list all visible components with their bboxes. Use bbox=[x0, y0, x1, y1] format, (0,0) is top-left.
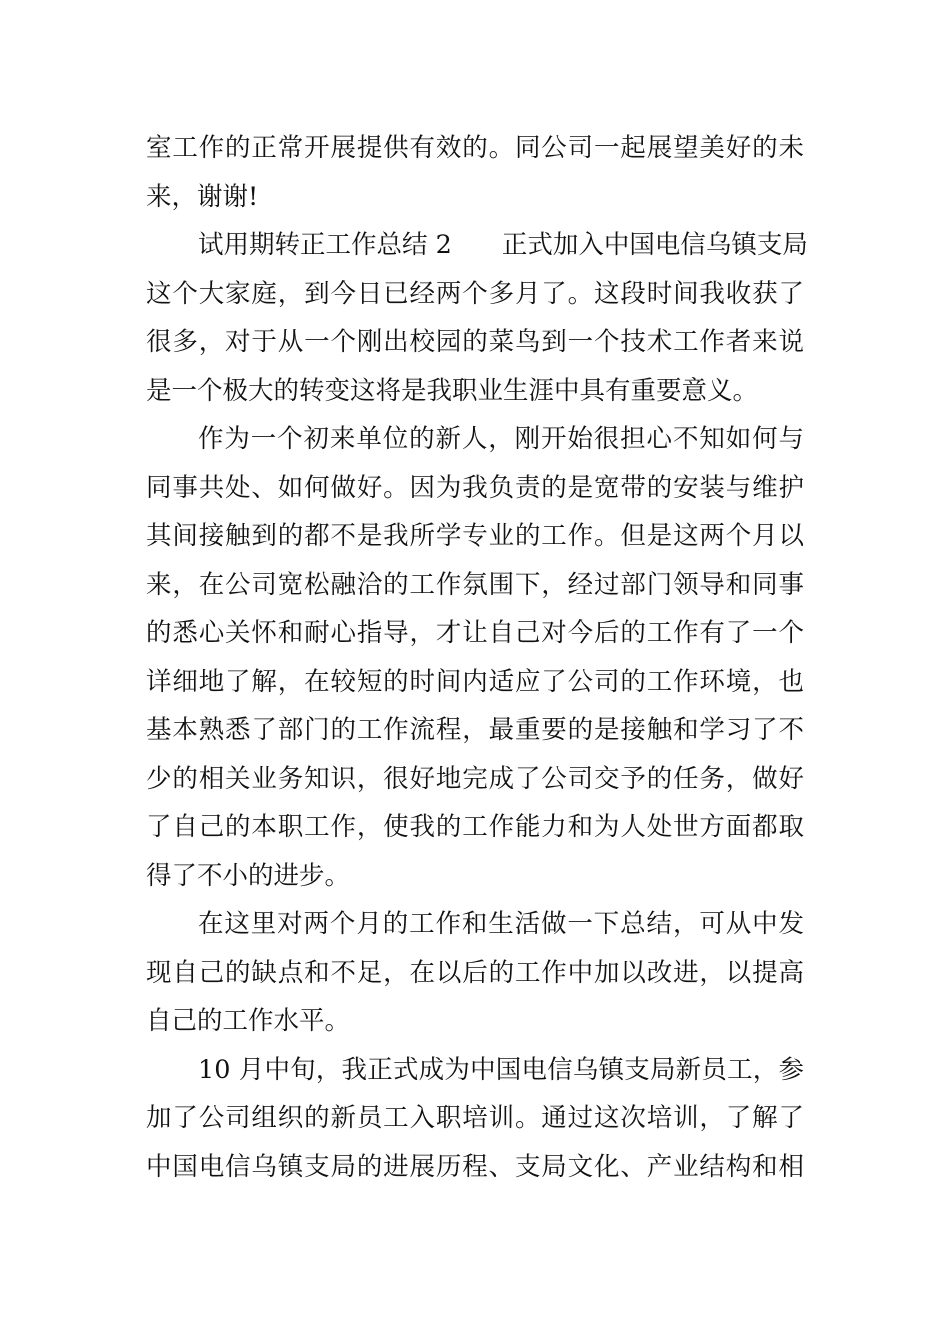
text-line bbox=[146, 221, 808, 270]
text-line: 加了公司组织的新员工入职培训。通过这次培训，了解了 bbox=[146, 1103, 804, 1133]
paragraph-continuation bbox=[146, 124, 804, 221]
text-line: 来，在公司宽松融洽的工作氛围下，经过部门领导和同事 bbox=[146, 569, 804, 600]
paragraph-newcomer bbox=[146, 415, 804, 900]
text-fragment: 正式加入中国电信乌镇支局 bbox=[501, 230, 808, 260]
text-line: 详细地了解，在较短的时间内适应了公司的工作环境，也 bbox=[146, 666, 804, 697]
text-line: 其间接触到的都不是我所学专业的工作。但是这两个月以 bbox=[146, 521, 804, 551]
text-line: 中国电信乌镇支局的进展历程、支局文化、产业结构和相 bbox=[146, 1151, 804, 1182]
text-line: 了自己的本职工作，使我的工作能力和为人处世方面都取 bbox=[146, 812, 804, 842]
text-line: 基本熟悉了部门的工作流程，最重要的是接触和学习了不 bbox=[146, 715, 804, 745]
text-line: 来，谢谢! bbox=[146, 181, 259, 212]
text-line: 室工作的正常开展提供有效的。同公司一起展望美好的未 bbox=[146, 133, 804, 163]
paragraph-review bbox=[146, 900, 804, 1046]
text-line: 自己的工作水平。 bbox=[146, 1006, 351, 1036]
text-line: 作为一个初来单位的新人，刚开始很担心不知如何与 bbox=[198, 424, 804, 454]
text-line: 是一个极大的转变这将是我职业生涯中具有重要意义。 bbox=[146, 375, 759, 406]
text-line: 10 月中旬，我正式成为中国电信乌镇支局新员工，参 bbox=[198, 1054, 804, 1085]
text-line: 的悉心关怀和耐心指导，才让自己对今后的工作有了一个 bbox=[146, 618, 804, 648]
text-line: 很多，对于从一个刚出校园的菜鸟到一个技术工作者来说 bbox=[146, 327, 804, 357]
text-line: 在这里对两个月的工作和生活做一下总结，可从中发 bbox=[198, 909, 804, 939]
text-line: 少的相关业务知识，很好地完成了公司交予的任务，做好 bbox=[146, 763, 804, 794]
section-heading: 试用期转正工作总结 2 bbox=[198, 230, 452, 260]
paragraph-training bbox=[146, 1046, 804, 1192]
text-line: 同事共处、如何做好。因为我负责的是宽带的安装与维护 bbox=[146, 472, 804, 503]
text-line: 现自己的缺点和不足，在以后的工作中加以改进，以提高 bbox=[146, 957, 804, 988]
text-line: 这个大家庭，到今日已经两个多月了。这段时间我收获了 bbox=[146, 278, 804, 309]
document-body bbox=[146, 124, 808, 1191]
paragraph-summary-2 bbox=[146, 221, 808, 415]
text-line: 得了不小的进步。 bbox=[146, 860, 351, 891]
